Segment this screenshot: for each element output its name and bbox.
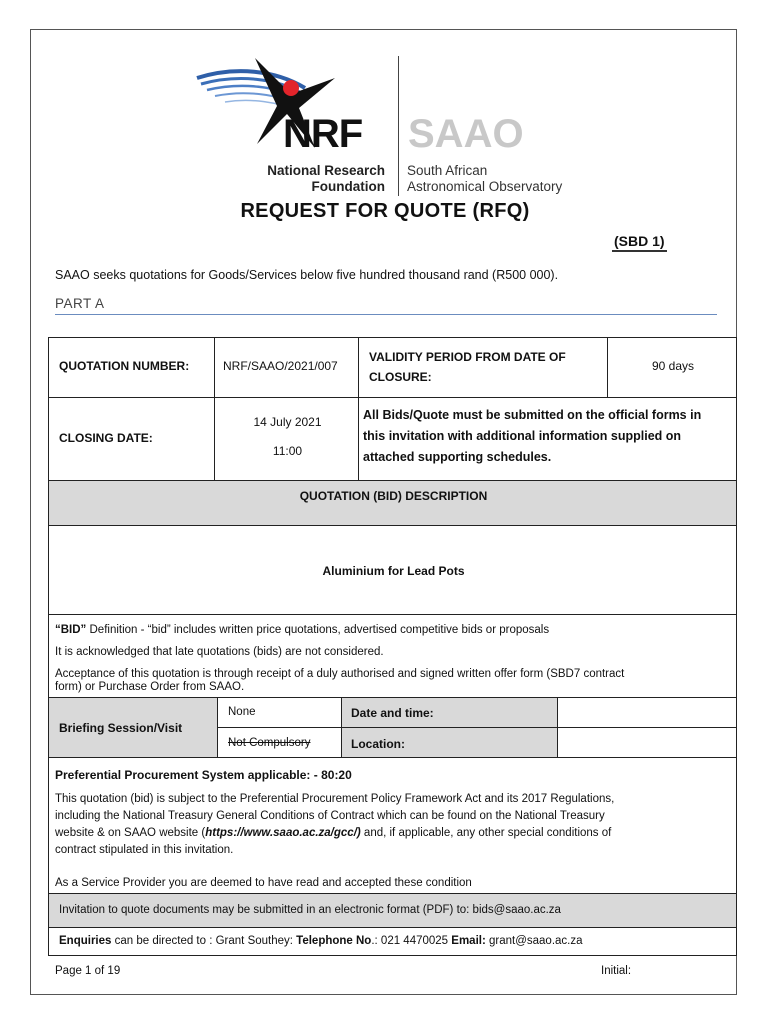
description-cell bbox=[48, 525, 737, 615]
quotation-number-label: QUOTATION NUMBER: bbox=[59, 359, 190, 373]
acceptance-line2: form) or Purchase Order from SAAO. bbox=[55, 681, 245, 693]
briefing-label: Briefing Session/Visit bbox=[59, 721, 183, 735]
telephone-value: .: 021 4470025 bbox=[371, 935, 452, 947]
validity-label bbox=[369, 347, 566, 387]
service-provider-note: As a Service Provider you are deemed to have read and accepted these condition bbox=[55, 877, 472, 889]
preferential-line4: contract stipulated in this invitation. bbox=[55, 844, 234, 856]
bids-note-line3: attached supporting schedules. bbox=[363, 450, 552, 464]
location-label: Location: bbox=[351, 737, 405, 751]
definitions-cell bbox=[48, 614, 737, 698]
briefing-not-compulsory: Not Compulsory bbox=[228, 737, 311, 749]
preferential-body bbox=[55, 791, 733, 859]
date-time-value-cell bbox=[557, 697, 737, 728]
page-number: Page 1 of 19 bbox=[55, 965, 121, 977]
enquiries-label: Enquiries bbox=[59, 935, 112, 947]
logo-block bbox=[195, 48, 595, 198]
saao-acronym: SAAO bbox=[408, 112, 524, 156]
email-label: Email: bbox=[451, 935, 486, 947]
validity-value-cell bbox=[607, 337, 737, 398]
preferential-line2: including the National Treasury General Conditions of Contract which can be found on the National Treasury bbox=[55, 810, 605, 822]
briefing-compulsory-cell bbox=[217, 727, 342, 758]
part-heading: PART A bbox=[55, 296, 717, 315]
invitation-text: Invitation to quote documents may be submitted in an electronic format (PDF) to: bids@saao.ac.za bbox=[59, 904, 561, 916]
nrf-acronym: NRF bbox=[283, 112, 363, 156]
bid-definition-term: “BID” bbox=[55, 624, 90, 636]
closing-date-label-cell bbox=[48, 397, 215, 481]
late-note: It is acknowledged that late quotations (bids) are not considered. bbox=[55, 646, 384, 658]
closing-date-value-cell bbox=[214, 397, 359, 481]
bids-note bbox=[363, 405, 701, 468]
briefing-label-cell bbox=[48, 697, 218, 758]
validity-label-cell bbox=[358, 337, 608, 398]
initial-label: Initial: bbox=[601, 965, 632, 977]
acceptance-line1: Acceptance of this quotation is through receipt of a duly authorised and signed written offer form (SBD7 contract bbox=[55, 668, 625, 680]
saao-name-line2: Astronomical Observatory bbox=[407, 179, 563, 194]
email-value[interactable]: grant@saao.ac.za bbox=[485, 935, 583, 947]
document-title: REQUEST FOR QUOTE (RFQ) bbox=[240, 200, 530, 222]
briefing-none-cell bbox=[217, 697, 342, 728]
quotation-number-value: NRF/SAAO/2021/007 bbox=[223, 359, 338, 373]
enquiries-contact: can be directed to : Grant Southey: bbox=[111, 935, 297, 947]
preferential-cell bbox=[48, 757, 737, 894]
preferential-line3-start: website & on SAAO website ( bbox=[55, 827, 206, 839]
preferential-line3-end: and, if applicable, any other special conditions of bbox=[360, 827, 612, 839]
quotation-number-label-cell bbox=[48, 337, 215, 398]
bids-note-line2: this invitation with additional information supplied on bbox=[363, 429, 682, 443]
enquiries-text bbox=[59, 935, 583, 947]
date-time-label-cell bbox=[341, 697, 558, 728]
bids-note-line1: All Bids/Quote must be submitted on the official forms in bbox=[363, 408, 702, 422]
validity-label-line2: CLOSURE: bbox=[369, 370, 432, 384]
nrf-full-name bbox=[250, 163, 385, 195]
quotation-number-value-cell bbox=[214, 337, 359, 398]
acceptance-note bbox=[55, 668, 624, 694]
description-value: Aluminium for Lead Pots bbox=[322, 564, 465, 578]
preferential-line1: This quotation (bid) is subject to the Preferential Procurement Policy Framework Act and its 2017 Regulations, bbox=[55, 793, 615, 805]
gcc-link[interactable]: https://www.saao.ac.za/gcc/) bbox=[205, 827, 361, 839]
intro-text: SAAO seeks quotations for Goods/Services below five hundred thousand rand (R500 000). bbox=[55, 268, 559, 282]
enquiries-cell bbox=[48, 927, 737, 956]
nrf-name-line2: Foundation bbox=[311, 179, 385, 194]
validity-value: 90 days bbox=[651, 359, 695, 373]
location-value-cell bbox=[557, 727, 737, 758]
location-label-cell bbox=[341, 727, 558, 758]
closing-date-label: CLOSING DATE: bbox=[59, 431, 153, 445]
preferential-heading: Preferential Procurement System applicable: - 80:20 bbox=[55, 768, 352, 782]
bid-definition-text: Definition - “bid” includes written price quotations, advertised competitive bids or proposals bbox=[89, 624, 550, 636]
date-time-label: Date and time: bbox=[351, 706, 434, 720]
preferential-line3 bbox=[55, 825, 733, 842]
validity-label-line1: VALIDITY PERIOD FROM DATE OF bbox=[369, 350, 566, 364]
invitation-cell bbox=[48, 893, 737, 928]
bid-definition bbox=[55, 624, 549, 636]
nrf-name-line1: National Research bbox=[267, 163, 385, 178]
saao-full-name bbox=[407, 163, 562, 195]
closing-time-value: 11:00 bbox=[272, 444, 303, 458]
bids-note-cell bbox=[358, 397, 737, 481]
logo-divider bbox=[398, 56, 399, 196]
closing-date-value: 14 July 2021 bbox=[253, 415, 322, 429]
saao-name-line1: South African bbox=[407, 163, 488, 178]
description-header: QUOTATION (BID) DESCRIPTION bbox=[299, 489, 488, 503]
sbd-label: (SBD 1) bbox=[612, 233, 667, 252]
briefing-none: None bbox=[228, 706, 256, 718]
description-header-cell bbox=[48, 480, 737, 526]
telephone-label: Telephone No bbox=[296, 935, 372, 947]
